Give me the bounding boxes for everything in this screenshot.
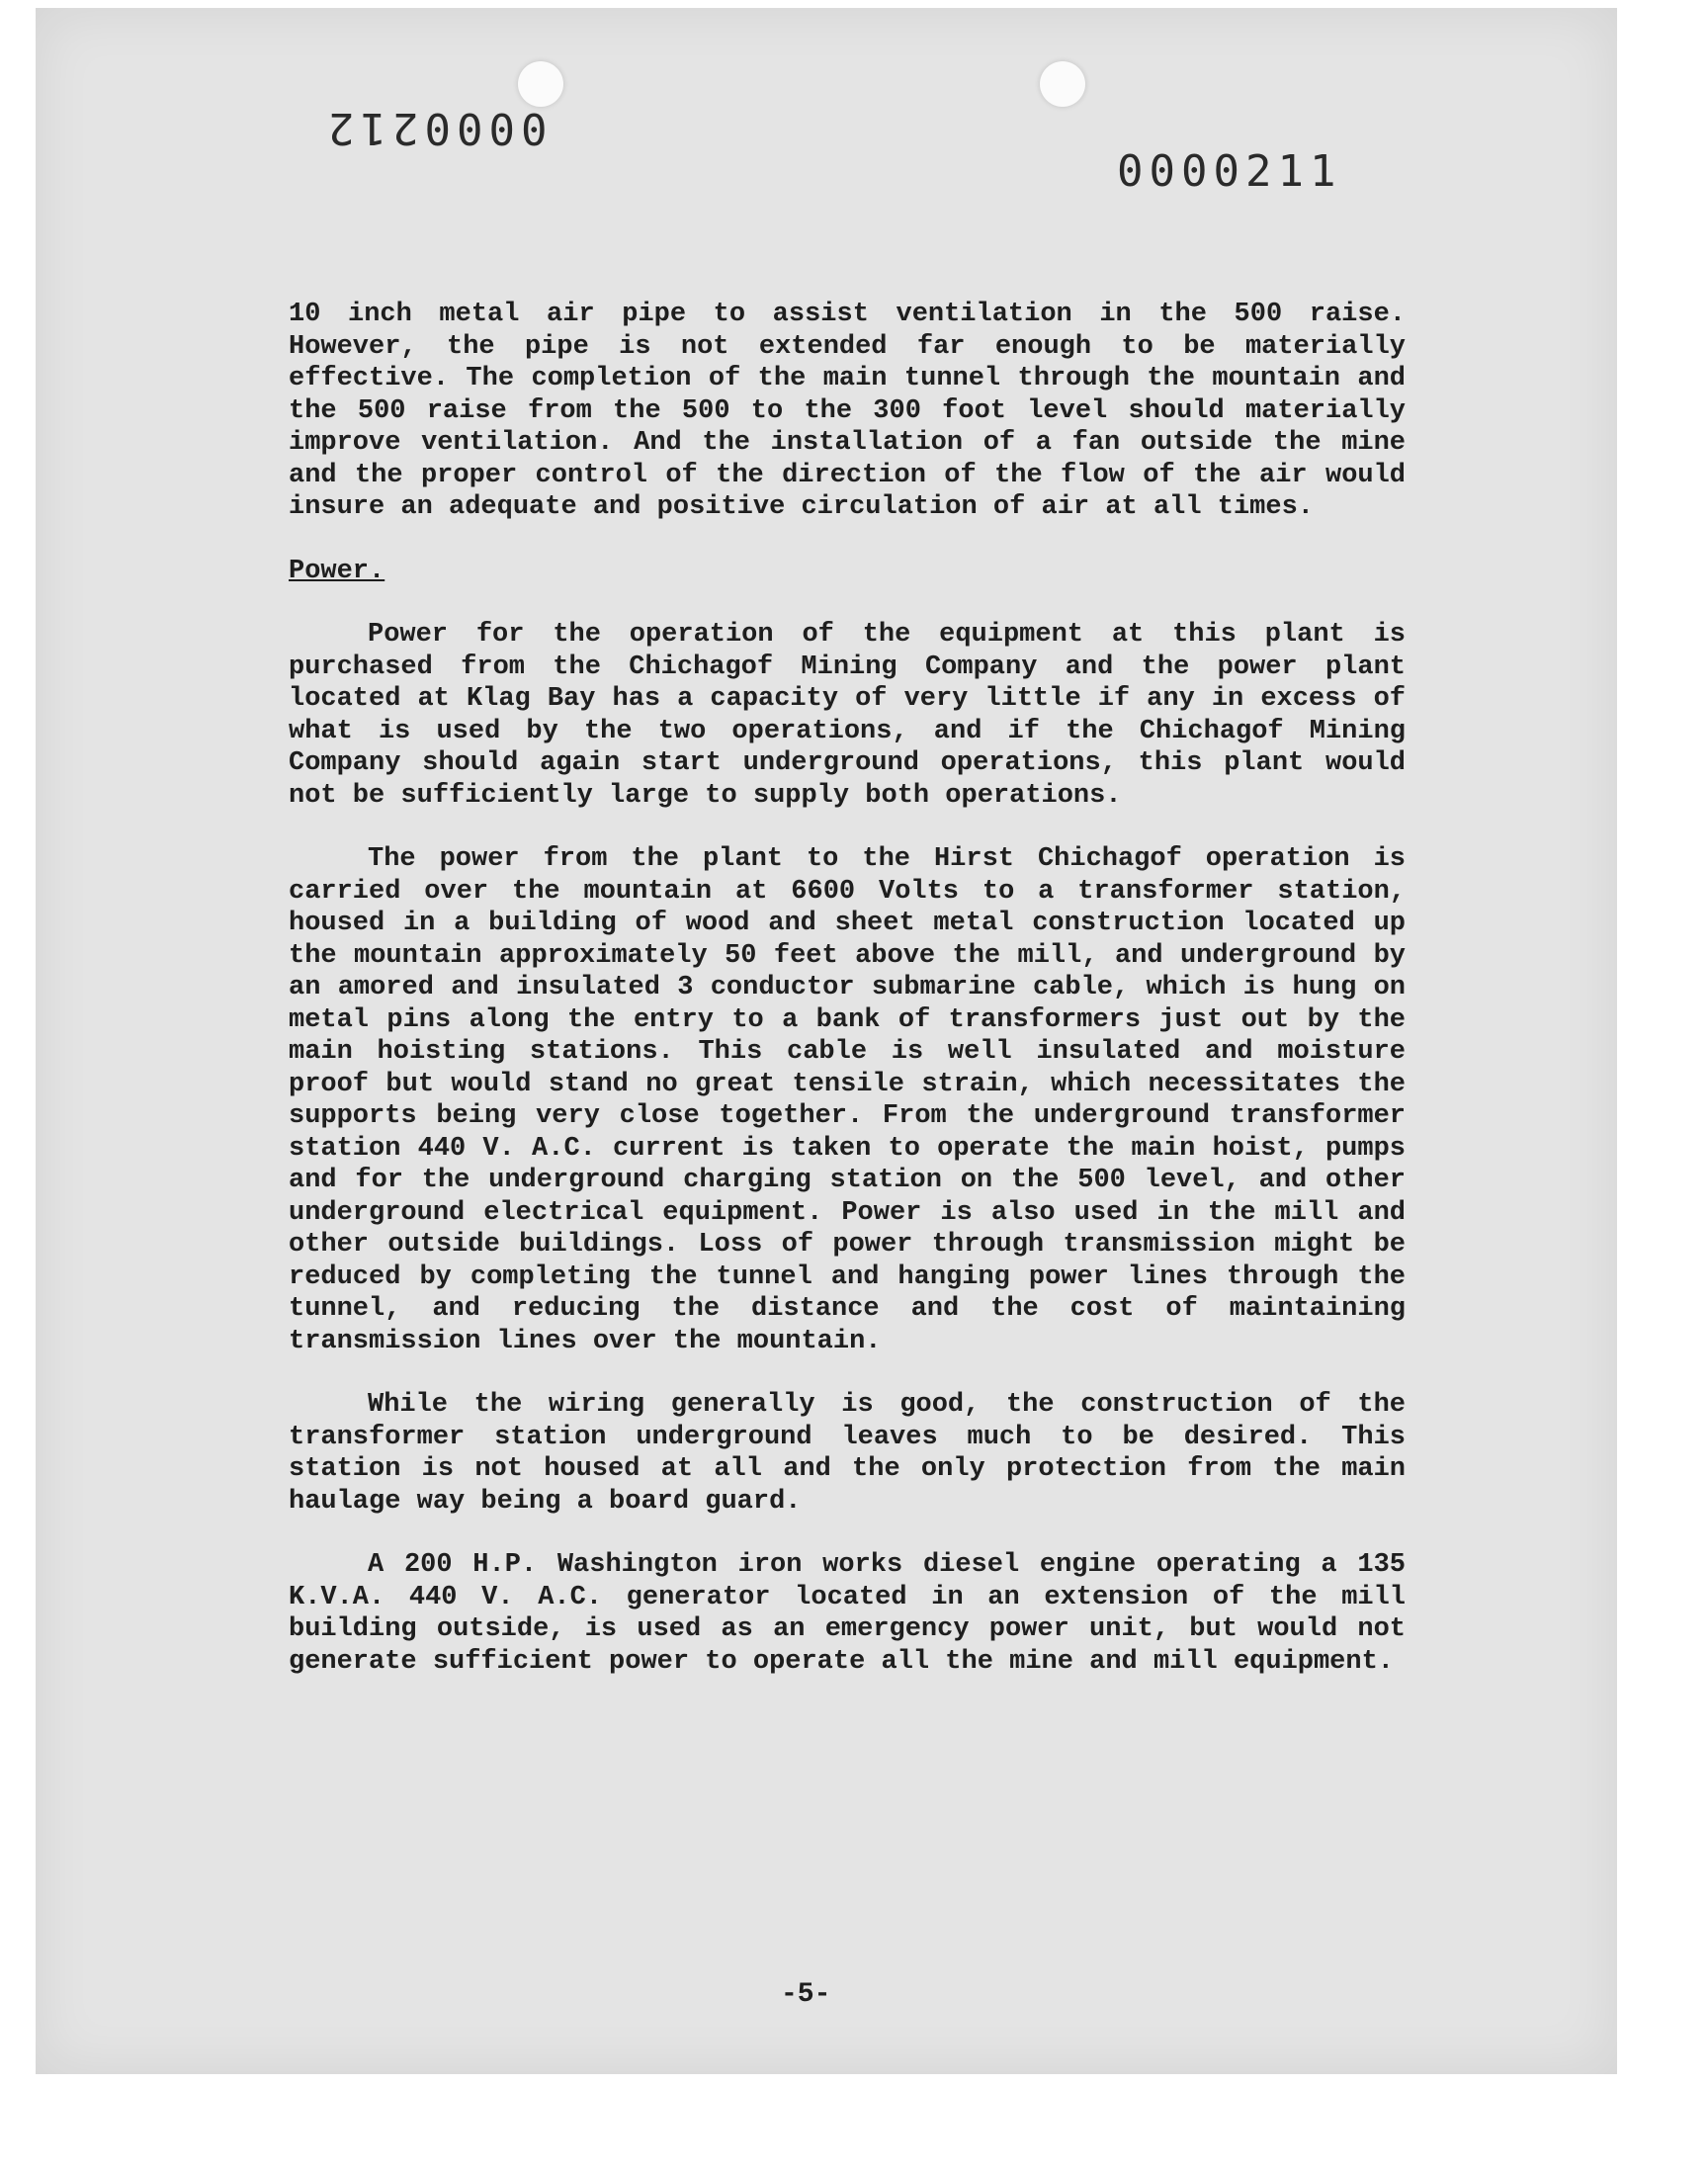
section-heading-power: Power. bbox=[289, 556, 385, 586]
punch-hole-left bbox=[518, 61, 563, 107]
paragraph-power-purchase: Power for the operation of the equipment at this plant is purchased from the Chichagof Mining Company and the power plant located at Klag Bay has a capacity of very little if any in excess of what is used by the two operations, and if the Chichagof Mining Company should again start underground operations, this plant would not be sufficiently large to supply both operations. bbox=[289, 620, 1406, 811]
punch-hole-right bbox=[1040, 61, 1085, 107]
document-stamp-number: 0000211 bbox=[1117, 146, 1342, 197]
paragraph-power-transmission: The power from the plant to the Hirst Chichagof operation is carried over the mountain at 6600 Volts to a transformer station, housed in a building of wood and sheet metal construction located up the mountain approximately 50 feet above the mill, and underground by an amored and insulated 3 conductor submarine cable, which is hung on metal pins along the entry to a bank of transformers just out by the main hoisting stations. This cable is well insulated and moisture proof but would stand no great tensile strain, which necessitates the supports being very close together. From the underground transformer station 440 V. A.C. current is taken to operate the main hoist, pumps and for the underground charging station on the 500 level, and other underground electrical equipment. Power is also used in the mill and other outside buildings. Loss of power through transmission might be reduced by completing the tunnel and hanging power lines through the tunnel, and reducing the distance and the cost of maintaining transmission lines over the mountain. bbox=[289, 844, 1406, 1356]
paragraph-wiring: While the wiring generally is good, the construction of the transformer station underground leaves much to be desired. This station is not housed at all and the only protection from the main haulage way being a board guard. bbox=[289, 1390, 1406, 1517]
paragraph-emergency-power: A 200 H.P. Washington iron works diesel engine operating a 135 K.V.A. 440 V. A.C. generator located in an extension of the mill building outside, is used as an emergency power unit, but would not generate sufficient power to operate all the mine and mill equipment. bbox=[289, 1550, 1406, 1677]
document-stamp-mirrored: 0000212 bbox=[322, 103, 548, 153]
paragraph-ventilation: 10 inch metal air pipe to assist ventilation in the 500 raise. However, the pipe is not extended far enough to be materially effective. The completion of the main tunnel through the mountain and the 500 raise from the 500 to the 300 foot level should materially improve ventilation. And the installation of a fan outside the mine and the proper control of the direction of the flow of the air would insure an adequate and positive circulation of air at all times. bbox=[289, 300, 1406, 522]
document-body bbox=[289, 299, 1406, 1709]
page-number: -5- bbox=[781, 1979, 831, 2010]
